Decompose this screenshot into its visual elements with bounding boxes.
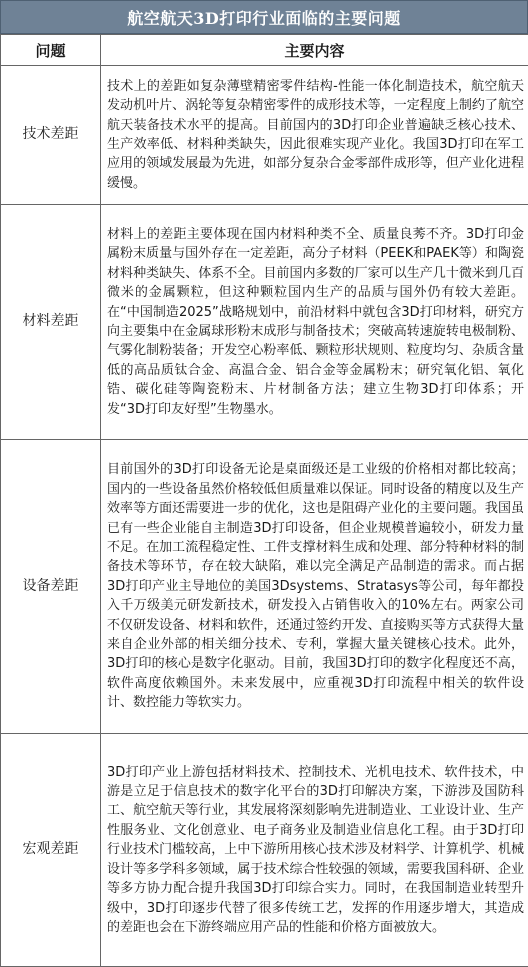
content-cell: 材料上的差距主要体现在国内材料种类不全、质量良莠不齐。3D打印金属粉末质量与国外存在一定差距，高分子材料（PEEK和PAEK等）和陶瓷材料种类缺失、体系不全。目前国内多数的厂家可以生产几十微米到几百微米的金属颗粒，但这种颗粒国内生产的品质与国外仍有较大差距。在“中国制造2025”战略规划中，前沿材料中就包含3D打印材料，研究方向主要集中在金属球形粉末成形与制备技术；突破高转速旋转电极制粉、气雾化制粉装备；开发空心粉率低、颗粒形状规则、粒度均匀、杂质含量低的高品质钛合金、高温合金、铝合金等金属粉末；研究氧化铝、氧化锆、碳化硅等陶瓷粉末、片材制备方法；建立生物3D打印体系；开发“3D打印友好型”生物墨水。 xyxy=(101,205,528,440)
issue-cell: 宏观差距 xyxy=(1,734,101,967)
header-row xyxy=(1,35,528,66)
table-row xyxy=(1,440,528,734)
content-cell: 3D打印产业上游包括材料技术、控制技术、光机电技术、软件技术，中游是立足于信息技术的数字化平台的3D打印解决方案，下游涉及国防科工、航空航天等行业，其发展将深刻影响先进制造业、工业设计业、生产性服务业、文化创意业、电子商务业及制造业信息化工程。由于3D打印行业技术门槛较高，上中下游所用核心技术涉及材料学、计算机学、机械设计等多学科多领域，属于技术综合性较强的领域，需要我国科研、企业等多方协力配合提升我国3D打印综合实力。同时，在我国制造业转型升级中，3D打印逐步代替了很多传统工艺，发挥的作用逐步增大，其造成的差距也会在下游终端应用产品的性能和价格方面被放大。 xyxy=(101,734,528,967)
header-content: 主要内容 xyxy=(101,35,528,66)
issue-cell: 技术差距 xyxy=(1,66,101,205)
issue-cell: 设备差距 xyxy=(1,440,101,734)
issues-table xyxy=(0,34,528,967)
table-title: 航空航天3D打印行业面临的主要问题 xyxy=(0,0,528,34)
table-row xyxy=(1,734,528,967)
content-cell: 目前国外的3D打印设备无论是桌面级还是工业级的价格相对都比较高；国内的一些设备虽然价格较低但质量难以保证。同时设备的精度以及生产效率等方面还需要进一步的优化，这也是阻碍产业化的主要问题。我国虽已有一些企业能自主制造3D打印设备，但企业规模普遍较小，研发力量不足。在加工流程稳定性、工件支撑材料生成和处理、部分特种材料的制备技术等环节，存在较大缺陷，难以完全满足产品制造的需求。而占据3D打印产业主导地位的美国3Dsystems、Stratasys等公司，每年都投入千万级美元研发新技术，研发投入占销售收入的10%左右。两家公司不仅研发设备、材料和软件，还通过签约开发、直接购买等方式获得大量来自企业外部的相关细分技术、专利，掌握大量关键核心技术。此外，3D打印的核心是数字化驱动。目前，我国3D打印的数字化程度还不高，软件高度依赖国外。未来发展中，应重视3D打印流程中相关的软件设计、数控能力等软实力。 xyxy=(101,440,528,734)
table-row xyxy=(1,205,528,440)
content-cell: 技术上的差距如复杂薄壁精密零件结构-性能一体化制造技术，航空航天发动机叶片、涡轮等复杂精密零件的成形技术等，一定程度上制约了航空航天装备技术水平的提高。目前国内的3D打印企业普遍缺乏核心技术、生产效率低、材料种类缺失，因此很难实现产业化。我国3D打印在军工应用的领域发展最为先进，如部分复杂合金零部件成形等，但产业化进程缓慢。 xyxy=(101,66,528,205)
table-row xyxy=(1,66,528,205)
issue-cell: 材料差距 xyxy=(1,205,101,440)
header-issue: 问题 xyxy=(1,35,101,66)
